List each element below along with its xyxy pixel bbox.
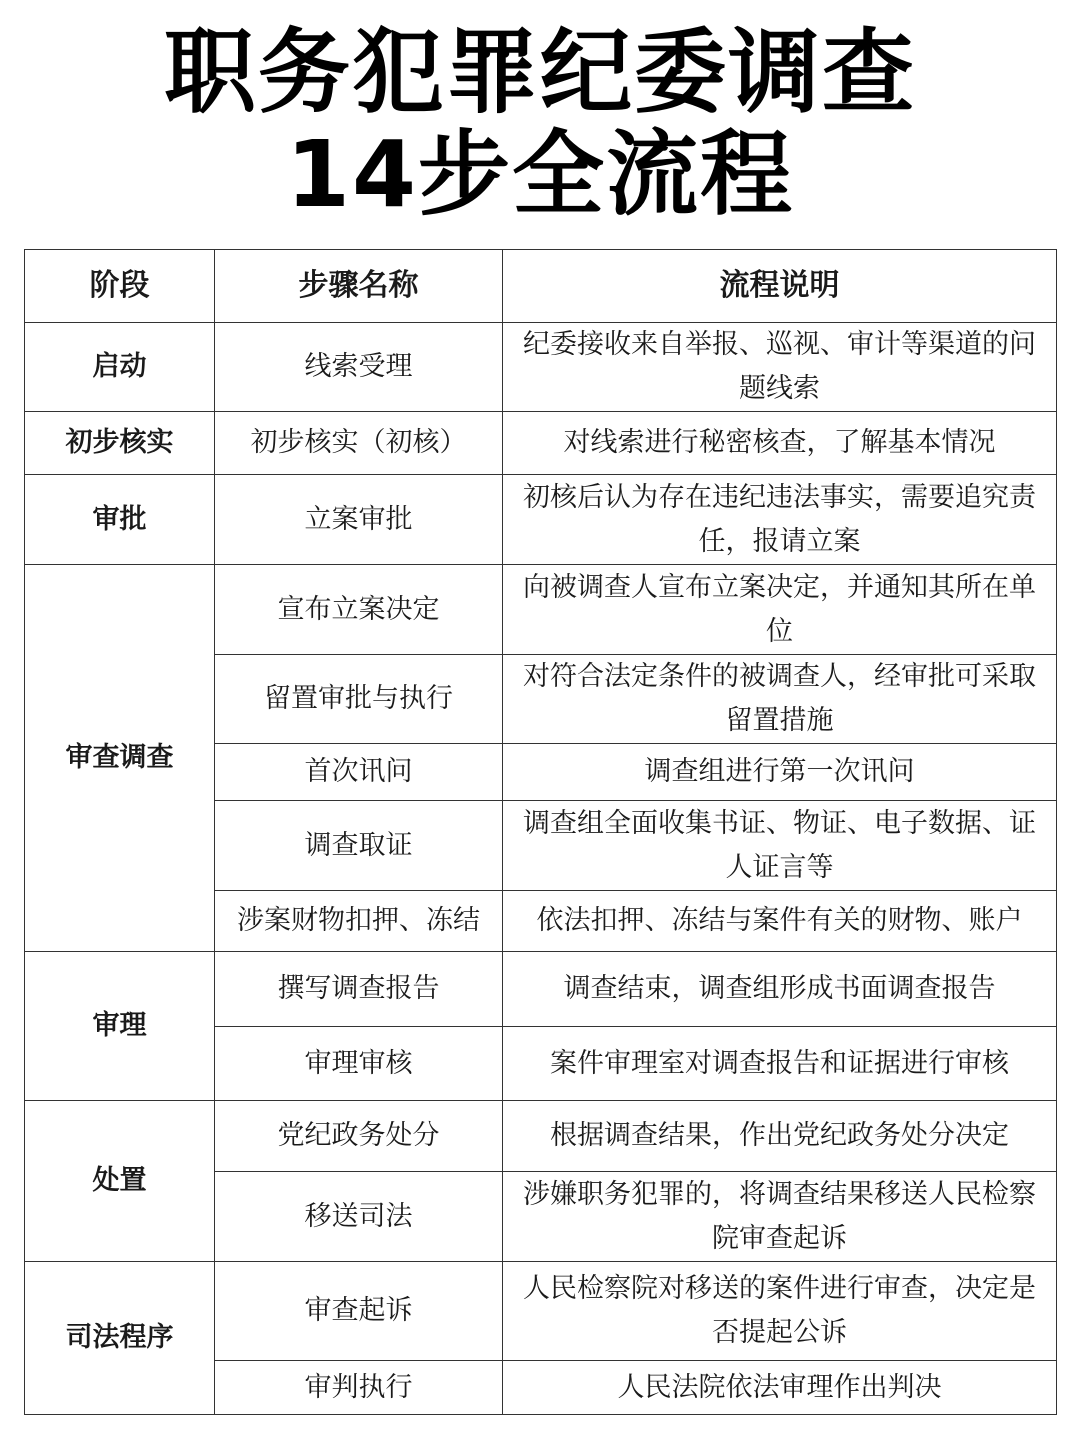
page-title (0, 19, 1080, 228)
table-row (25, 323, 1057, 412)
title-line-2: 14步全流程 (285, 121, 795, 228)
step-name-cell: 移送司法 (215, 1172, 503, 1262)
step-name-cell: 首次讯问 (215, 744, 503, 801)
header-stage: 阶段 (25, 250, 215, 323)
table-header-row (25, 250, 1057, 323)
description-cell: 依法扣押、冻结与案件有关的财物、账户 (503, 891, 1057, 952)
description-cell: 人民检察院对移送的案件进行审查，决定是否提起公诉 (503, 1262, 1057, 1361)
step-name-cell: 初步核实（初核） (215, 412, 503, 475)
step-name-cell: 立案审批 (215, 475, 503, 565)
stage-cell: 审批 (25, 475, 215, 565)
description-cell: 涉嫌职务犯罪的，将调查结果移送人民检察院审查起诉 (503, 1172, 1057, 1262)
description-cell: 案件审理室对调查报告和证据进行审核 (503, 1027, 1057, 1101)
description-cell: 纪委接收来自举报、巡视、审计等渠道的问题线索 (503, 323, 1057, 412)
table-row (25, 952, 1057, 1027)
step-name-cell: 撰写调查报告 (215, 952, 503, 1027)
step-name-cell: 审理审核 (215, 1027, 503, 1101)
stage-cell: 审查调查 (25, 565, 215, 952)
description-cell: 对线索进行秘密核查，了解基本情况 (503, 412, 1057, 475)
table-row (25, 1101, 1057, 1172)
step-name-cell: 党纪政务处分 (215, 1101, 503, 1172)
step-name-cell: 调查取证 (215, 801, 503, 891)
table-row (25, 412, 1057, 475)
description-cell: 调查结束，调查组形成书面调查报告 (503, 952, 1057, 1027)
stage-cell: 审理 (25, 952, 215, 1101)
table-row (25, 1262, 1057, 1361)
description-cell: 对符合法定条件的被调查人，经审批可采取留置措施 (503, 655, 1057, 744)
step-name-cell: 审判执行 (215, 1361, 503, 1415)
header-step-name: 步骤名称 (215, 250, 503, 323)
description-cell: 初核后认为存在违纪违法事实，需要追究责任，报请立案 (503, 475, 1057, 565)
step-name-cell: 审查起诉 (215, 1262, 503, 1361)
stage-cell: 司法程序 (25, 1262, 215, 1415)
process-table (24, 249, 1057, 1415)
step-name-cell: 宣布立案决定 (215, 565, 503, 655)
description-cell: 调查组全面收集书证、物证、电子数据、证人证言等 (503, 801, 1057, 891)
step-name-cell: 留置审批与执行 (215, 655, 503, 744)
stage-cell: 处置 (25, 1101, 215, 1262)
description-cell: 人民法院依法审理作出判决 (503, 1361, 1057, 1415)
description-cell: 根据调查结果，作出党纪政务处分决定 (503, 1101, 1057, 1172)
stage-cell: 初步核实 (25, 412, 215, 475)
step-name-cell: 线索受理 (215, 323, 503, 412)
table-row (25, 475, 1057, 565)
title-line-1: 职务犯罪纪委调查 (163, 19, 916, 126)
table-row (25, 565, 1057, 655)
description-cell: 调查组进行第一次讯问 (503, 744, 1057, 801)
step-name-cell: 涉案财物扣押、冻结 (215, 891, 503, 952)
stage-cell: 启动 (25, 323, 215, 412)
description-cell: 向被调查人宣布立案决定，并通知其所在单位 (503, 565, 1057, 655)
header-description: 流程说明 (503, 250, 1057, 323)
